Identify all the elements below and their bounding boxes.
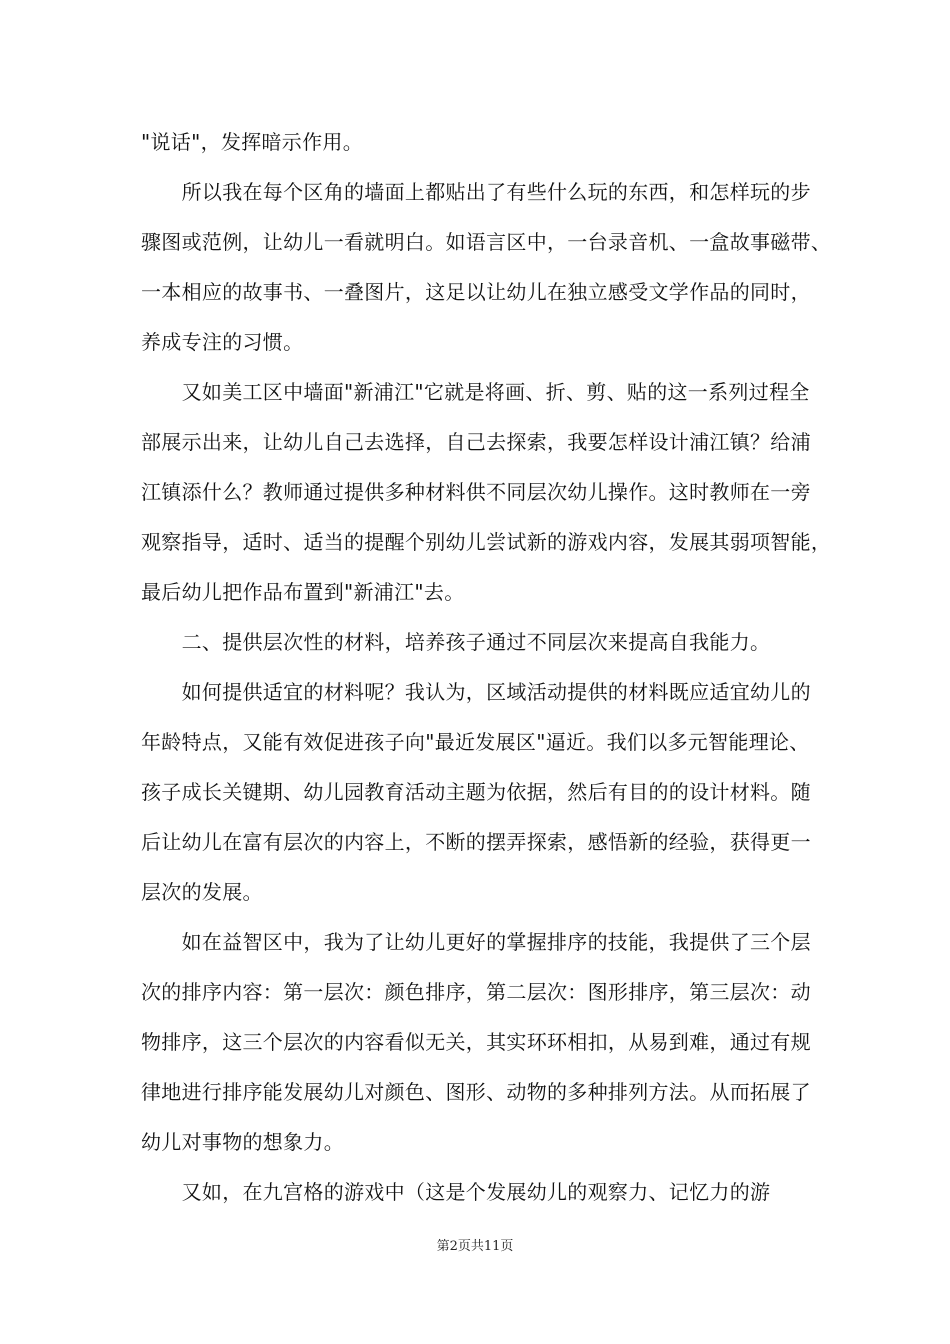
text-line: 年龄特点，又能有效促进孩子向"最近发展区"逼近。我们以多元智能理论、 (141, 730, 810, 754)
text-line: 最后幼儿把作品布置到"新浦江"去。 (141, 580, 465, 604)
text-line: 后让幼儿在富有层次的内容上，不断的摆弄探索，感悟新的经验，获得更一 (141, 830, 811, 854)
text-line: 又如美工区中墙面"新浦江"它就是将画、折、剪、贴的这一系列过程全 (141, 380, 810, 404)
text-line: 物排序，这三个层次的内容看似无关，其实环环相扣，从易到难，通过有规 (141, 1030, 811, 1054)
text-line: 所以我在每个区角的墙面上都贴出了有些什么玩的东西，和怎样玩的步 (141, 180, 811, 204)
text-line: "说话"，发挥暗示作用。 (141, 130, 363, 154)
text-line: 次的排序内容：第一层次：颜色排序，第二层次：图形排序，第三层次：动 (141, 980, 811, 1004)
text-line: 江镇添什么？教师通过提供多种材料供不同层次幼儿操作。这时教师在一旁 (141, 480, 811, 504)
text-line: 如在益智区中，我为了让幼儿更好的掌握排序的技能，我提供了三个层 (141, 930, 811, 954)
text-line: 观察指导，适时、适当的提醒个别幼儿尝试新的游戏内容，发展其弱项智能， (141, 530, 832, 554)
text-line: 又如，在九宫格的游戏中（这是个发展幼儿的观察力、记忆力的游 (141, 1180, 771, 1204)
text-line: 养成专注的习惯。 (141, 330, 304, 354)
text-line: 二、提供层次性的材料，培养孩子通过不同层次来提高自我能力。 (141, 630, 771, 654)
text-line: 幼儿对事物的想象力。 (141, 1130, 344, 1154)
text-line: 骤图或范例，让幼儿一看就明白。如语言区中，一台录音机、一盒故事磁带、 (141, 230, 832, 254)
text-line: 孩子成长关键期、幼儿园教育活动主题为依据，然后有目的的设计材料。随 (141, 780, 811, 804)
text-line: 一本相应的故事书、一叠图片，这足以让幼儿在独立感受文学作品的同时， (141, 280, 811, 304)
page-number-footer: 第2页共11页 (436, 1239, 514, 1254)
text-line: 律地进行排序能发展幼儿对颜色、图形、动物的多种排列方法。从而拓展了 (141, 1080, 811, 1104)
text-line: 如何提供适宜的材料呢？我认为，区域活动提供的材料既应适宜幼儿的 (141, 680, 811, 704)
text-line: 层次的发展。 (141, 880, 263, 904)
text-line: 部展示出来，让幼儿自己去选择，自己去探索，我要怎样设计浦江镇？给浦 (141, 430, 811, 454)
